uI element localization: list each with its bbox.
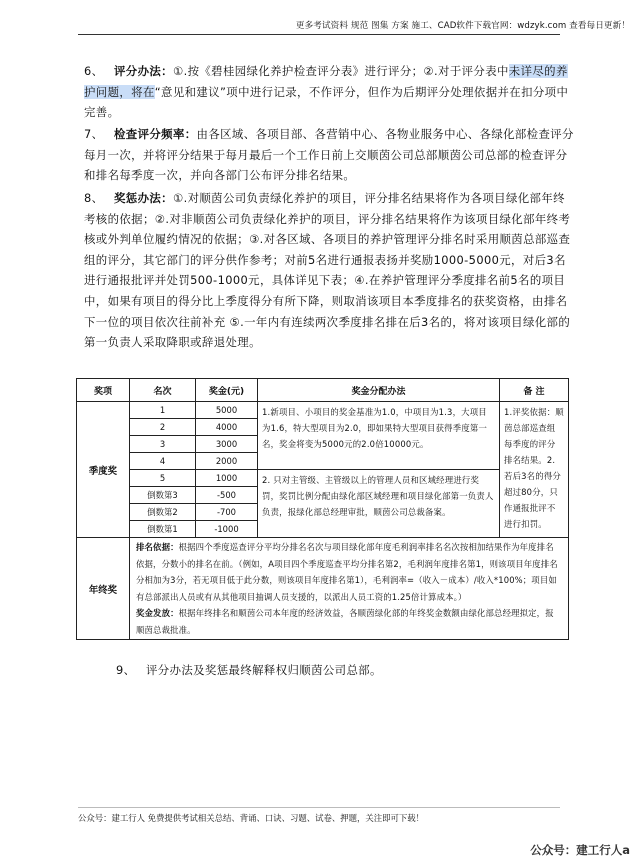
quarterly-award-label: 季度奖	[77, 402, 130, 538]
item-6-text-b: “意见和建议”项中进行记录，不作评分，但作为后期评分处理依据并在扣分项中完善。	[84, 84, 569, 120]
annual-basis-text: 根据四个季度巡查评分平均分排名名次与项目绿化部年度毛利润率排名名次按相加结果作为年度排名依据，分数小的排名在前。（例如，A项目四个季度巡查平均分排名第2，毛利润年度排名第1，则该项目年度排名分相加为3分，若无项目低于此分数，则该项目年度排名第1），毛利润率=（收入－成本）/收入*100%；项目如有总部派出人员或有从其他项目抽调人员支援的，以派出人员工资的1.25倍计算成本。）	[136, 542, 558, 602]
item-9-text: 评分办法及奖惩最终解释权归顺茵公司总部。	[146, 663, 382, 677]
rank-cell: 5	[130, 470, 196, 487]
annual-payout	[136, 605, 562, 638]
header-divider	[78, 34, 560, 35]
header-note: 备 注	[500, 379, 569, 402]
table-row	[77, 538, 569, 640]
item-7-number: 7、	[84, 127, 104, 141]
item-9-number: 9、	[116, 663, 136, 677]
rank-cell: 倒数第1	[130, 521, 196, 538]
rank-cell: 倒数第3	[130, 487, 196, 504]
item-7	[84, 124, 576, 186]
table-row	[77, 402, 569, 419]
amount-cell: -1000	[196, 521, 258, 538]
item-8-title: 奖惩办法：	[114, 191, 173, 205]
quarterly-method-2: 2. 只对主管级、主管级以上的管理人员和区域经理进行奖罚，奖罚比例分配由绿化部区域经理和项目绿化部第一负责人负责，报绿化部总经理审批，顺茵公司总裁备案。	[258, 470, 500, 538]
amount-cell: -700	[196, 504, 258, 521]
item-7-text: 由各区域、各项目部、各营销中心、各物业服务中心、各绿化部检查评分每月一次，并将评分结果于每月最后一个工作日前上交顺茵公司总部顺茵公司总部的检查评分和排名每季度一次，并向各部门公布评分排名结果。	[84, 127, 574, 183]
item-8	[84, 188, 576, 353]
table-row	[77, 470, 569, 487]
item-8-text: ①.对顺茵公司负责绿化养护的项目，评分排名结果将作为各项目绿化部年终考核的依据；②.对非顺茵公司负责绿化养护的项目，评分排名结果将作为该项目绿化部年终考核或外判单位履约情况的依据；③.对各区域、各项目的养护管理评分排名时采用顺茵总部巡查组的评分，其它部门的评分供作参考；对前5名进行通报表扬并奖励1000-5000元，对后3名进行通报批评并处罚500-1000元，具体详见下表；④.在养护管理评分季度排名前5名的项目中，如果有项目的得分比上季度得分有所下降，则取消该项目本季度排名的获奖资格，由排名下一位的项目依次往前补充 ⑤.一年内有连续两次季度排名排在后3名的，将对该项目绿化部的第一负责人采取降职或辞退处理。	[84, 191, 571, 350]
amount-cell: 1000	[196, 470, 258, 487]
amount-cell: 2000	[196, 453, 258, 470]
annual-basis	[136, 539, 562, 605]
item-7-title: 检查评分频率：	[114, 127, 197, 141]
annual-payout-text: 根据年终排名和顺茵公司本年度的经济效益，各顺茵绿化部的年终奖金数额由绿化部总经理拟定，报顺茵总裁批准。	[136, 608, 554, 635]
item-6-title: 评分办法：	[114, 64, 173, 78]
item-6-highlighted-text: 未详尽的养护问题，将在	[84, 64, 568, 99]
amount-cell: 5000	[196, 402, 258, 419]
award-table	[76, 378, 569, 640]
rank-cell: 3	[130, 436, 196, 453]
annual-award-content	[130, 538, 569, 640]
annual-basis-title: 排名依据：	[136, 542, 179, 552]
rank-cell: 倒数第2	[130, 504, 196, 521]
header-amount: 奖金(元)	[196, 379, 258, 402]
rank-cell: 2	[130, 419, 196, 436]
amount-cell: -500	[196, 487, 258, 504]
annual-award-label: 年终奖	[77, 538, 130, 640]
item-8-number: 8、	[84, 191, 104, 205]
page-header: 更多考试资料 规范 图集 方案 施工、CAD软件下载官网：wdzyk.com 查看每日更新！	[295, 21, 630, 31]
footer-divider	[78, 807, 560, 808]
watermark: 公众号：建工行人a	[530, 843, 630, 857]
amount-cell: 3000	[196, 436, 258, 453]
item-6-number: 6、	[84, 64, 104, 78]
footer-note: 公众号：建工行人 免费提供考试相关总结、背诵、口诀、习题、试卷、押题，关注即可下载！	[78, 813, 425, 823]
quarterly-method-1: 1.新项目、小项目的奖金基准为1.0，中项目为1.3，大项目为1.6，特大型项目为2.0，即如果特大型项目获得季度第一名，奖金将变为5000元的2.0倍10000元。	[258, 402, 500, 470]
header-rank: 名次	[130, 379, 196, 402]
header-award-type: 奖项	[77, 379, 130, 402]
quarterly-note: 1.评奖依据：顺茵总部巡查组每季度的评分排名结果。2. 若后3名的得分超过80分，只作通报批评不进行扣罚。	[500, 402, 569, 538]
annual-payout-title: 奖金发放：	[136, 608, 179, 618]
item-9	[116, 660, 576, 681]
table-header-row	[77, 379, 569, 402]
header-method: 奖金分配办法	[258, 379, 500, 402]
rank-cell: 4	[130, 453, 196, 470]
item-6	[84, 61, 576, 123]
item-6-text-a: ①.按《碧桂园绿化养护检查评分表》进行评分；②.对于评分表中	[172, 64, 509, 78]
rank-cell: 1	[130, 402, 196, 419]
amount-cell: 4000	[196, 419, 258, 436]
